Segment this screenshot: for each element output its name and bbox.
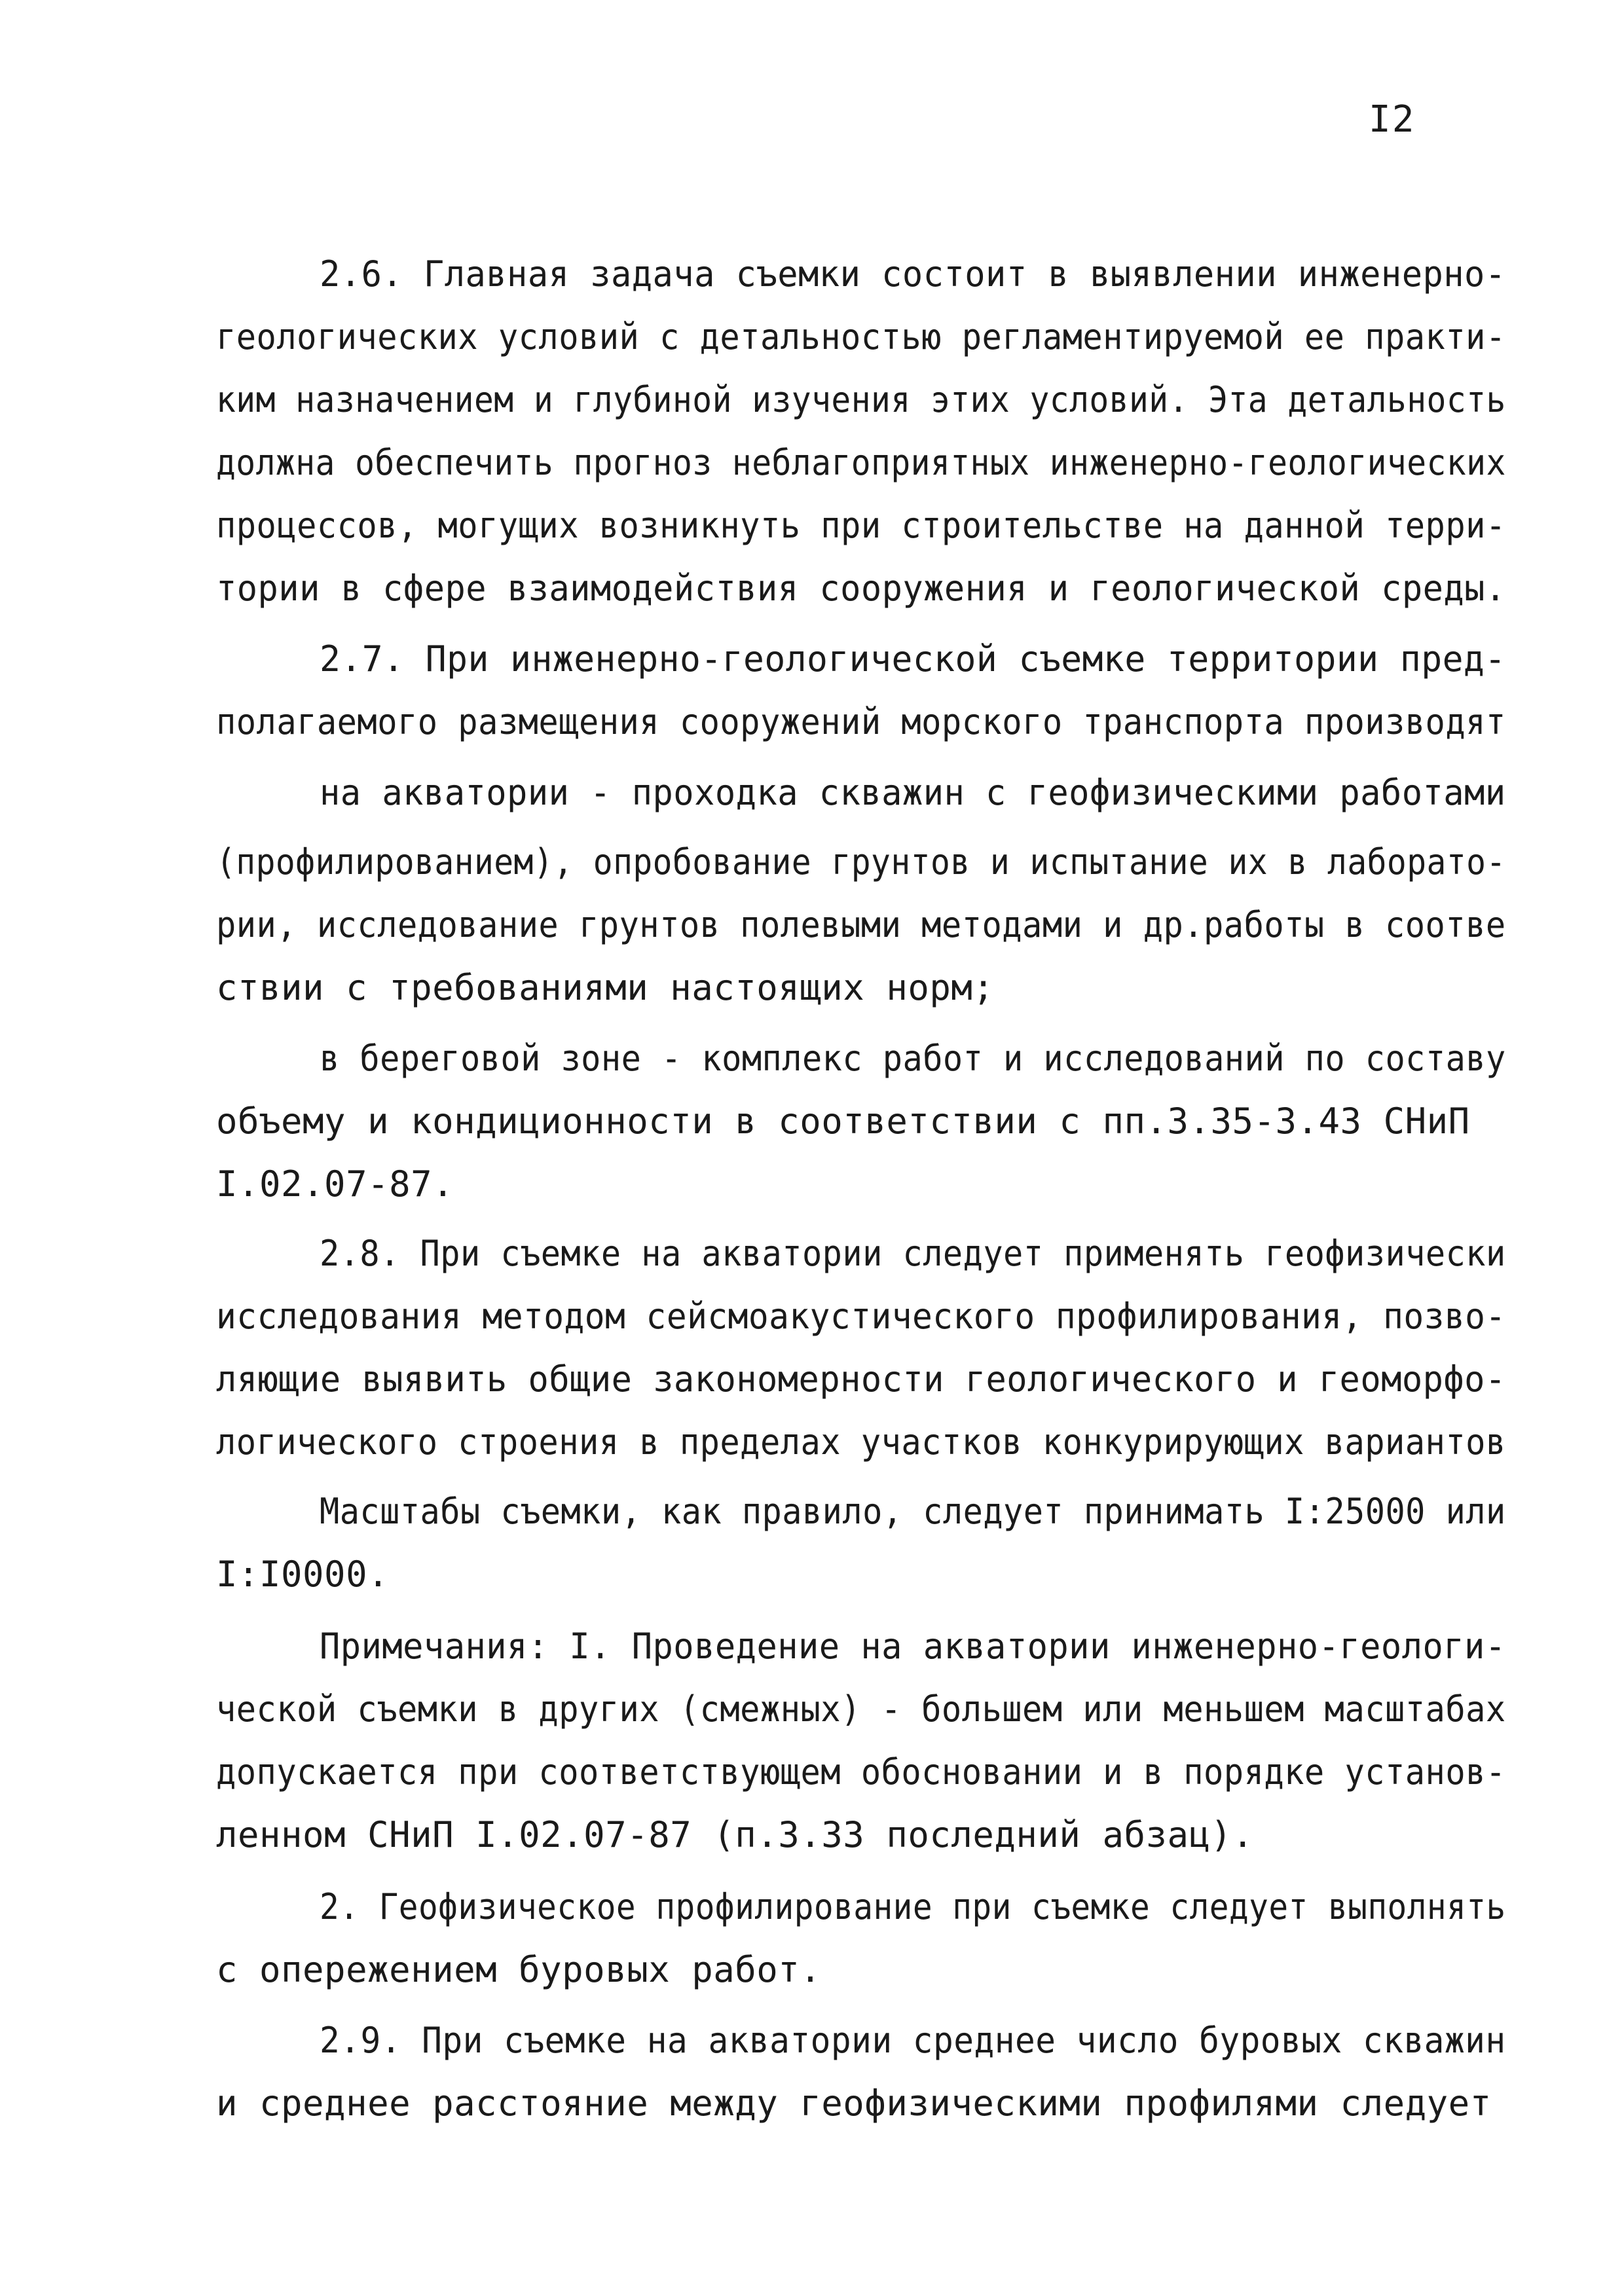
text-line: 2.7. При инженерно-геологической съемке территории пред- <box>320 638 1506 680</box>
text-line: геологических условий с детальностью регламентируемой ее практи- <box>216 316 1506 357</box>
text-line: с опережением буровых работ. <box>216 1949 822 1990</box>
text-line: ческой съемки в других (смежных) - большем или меньшем масштабах <box>216 1688 1506 1730</box>
text-line: на акватории - проходка скважин с геофизическими работами <box>320 772 1506 813</box>
text-line: 2.6. Главная задача съемки состоит в выявлении инженерно- <box>320 253 1506 295</box>
text-line: I.02.07-87. <box>216 1163 454 1205</box>
text-line: I:I0000. <box>216 1554 390 1595</box>
text-line: ленном СНиП I.02.07-87 (п.3.33 последний абзац). <box>216 1814 1254 1855</box>
text-line: рии, исследование грунтов полевыми методами и др.работы в соотве <box>216 904 1506 945</box>
text-line: ляющие выявить общие закономерности геологического и геоморфо- <box>216 1358 1506 1400</box>
text-line: исследования методом сейсмоакустического профилирования, позво- <box>216 1296 1506 1337</box>
text-line: 2.8. При съемке на акватории следует применять геофизически <box>320 1233 1506 1274</box>
text-line: Масштабы съемки, как правило, следует принимать I:25000 или <box>320 1491 1506 1532</box>
text-line: логического строения в пределах участков конкурирующих вариантов <box>216 1421 1506 1463</box>
text-line: и среднее расстояние между геофизическими профилями следует <box>216 2083 1492 2124</box>
text-line: полагаемого размещения сооружений морского транспорта производят <box>216 701 1506 742</box>
text-line: процессов, могущих возникнуть при строительстве на данной терри- <box>216 505 1506 546</box>
text-line: в береговой зоне - комплекс работ и исследований по составу <box>320 1038 1506 1079</box>
text-line: Примечания: I. Проведение на акватории инженерно-геологи- <box>320 1626 1506 1667</box>
text-line: 2. Геофизическое профилирование при съемке следует выполнять <box>320 1886 1506 1927</box>
page-number: I2 <box>1369 98 1416 141</box>
text-line: 2.9. При съемке на акватории среднее число буровых скважин <box>320 2020 1506 2061</box>
text-line: допускается при соответствующем обосновании и в порядке установ- <box>216 1751 1506 1793</box>
text-line: (профилированием), опробование грунтов и испытание их в лаборато- <box>216 841 1506 883</box>
text-line: должна обеспечить прогноз неблагоприятных инженерно-геологических <box>216 442 1506 483</box>
text-line: ствии с требованиями настоящих норм; <box>216 967 995 1008</box>
text-line: тории в сфере взаимодействия сооружения и геологической среды. <box>216 568 1506 609</box>
text-line: ким назначением и глубиной изучения этих условий. Эта детальность <box>216 379 1506 420</box>
text-line: объему и кондиционности в соответствии с пп.3.35-3.43 СНиП <box>216 1101 1470 1142</box>
